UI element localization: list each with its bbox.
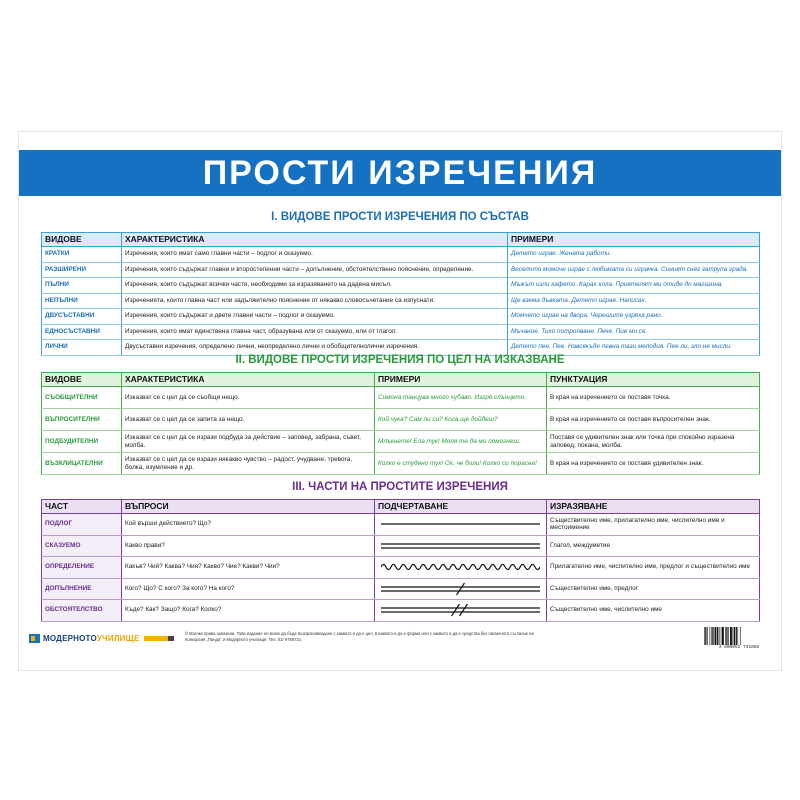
- expression-cell: Съществително име, предлог: [547, 578, 760, 600]
- underline-cell: [375, 557, 547, 579]
- single-underline-icon: [381, 516, 540, 532]
- table-row: [42, 309, 760, 325]
- logo-icon: [29, 634, 40, 643]
- barcode-bar: [707, 627, 708, 645]
- punctuation-cell: В края на изречението се поставя въпросителен знак.: [547, 409, 760, 431]
- table-row: [42, 453, 760, 475]
- barcode-bar: [728, 627, 729, 645]
- part-cell: ПОДЛОГ: [42, 514, 122, 536]
- table-row: [42, 278, 760, 294]
- barcode-bar: [721, 627, 722, 645]
- example-cell: Кой чука? Сам ли си? Кога ще дойдеш?: [375, 409, 547, 431]
- table-row: [42, 578, 760, 600]
- punctuation-cell: В края на изречението се поставя удивителен знак.: [547, 453, 760, 475]
- section2-title: II. ВИДОВЕ ПРОСТИ ИЗРЕЧЕНИЯ ПО ЦЕЛ НА ИЗКАЗВАНЕ: [235, 354, 565, 366]
- barcode-bar: [725, 627, 726, 645]
- slash-underline-icon: [381, 581, 540, 597]
- expression-cell: Съществително име, прилагателно име, числително име и местоимение: [547, 514, 760, 536]
- table-row: [42, 600, 760, 622]
- table-row: [42, 324, 760, 340]
- example-cell: Веселото момиче играе с любимата си играчка. Синият сняг затрупа града.: [508, 262, 760, 278]
- double-underline-icon: [381, 538, 540, 554]
- description-cell: Изречения, които имат единствена главна част, образувана или от сказуемо, или от глагол.: [122, 324, 508, 340]
- questions-cell: Какво прави?: [122, 535, 375, 557]
- type-cell: ЕДНОСЪСТАВНИ: [42, 324, 122, 340]
- underline-cell: [375, 535, 547, 557]
- type-cell: ПЪЛНИ: [42, 278, 122, 294]
- expression-cell: Съществително име, числително име: [547, 600, 760, 622]
- table-row: [42, 293, 760, 309]
- punctuation-cell: Поставя се удивителен знак или точка при спокойно изразена заповед, покана, молба.: [547, 431, 760, 453]
- description-cell: Изречения, които съдържат главни и второстепенни части – допълнение, обстоятелствено пояснение, определение.: [122, 262, 508, 278]
- expression-cell: Прилагателно име, числително име, предлог и съществително име: [547, 557, 760, 579]
- description-cell: Изказват се с цел да се изрази подбуда за действие – заповед, забрана, съвет, молба.: [122, 431, 375, 453]
- example-cell: Мъжът изпи кафето. Карах кола. Приятелят ми отиде до магазина.: [508, 278, 760, 294]
- table-row: [42, 431, 760, 453]
- barcode-bar: [722, 627, 724, 645]
- type-cell: КРАТКИ: [42, 247, 122, 263]
- barcode-bar: [736, 627, 737, 645]
- barcode-bar: [715, 627, 717, 645]
- header-examples: ПРИМЕРИ: [375, 373, 547, 387]
- example-cell: Млъкнете! Ела тук! Моля те да ми помогнеш.: [375, 431, 547, 453]
- example-cell: Мъчание. Тихо потропване. Пече. Пие ми се.: [508, 324, 760, 340]
- barcode-bar: [705, 627, 706, 645]
- table-row: [42, 557, 760, 579]
- type-cell: ПОДБУДИТЕЛНИ: [42, 431, 122, 453]
- example-cell: Момчето играе на двора. Черешите узряха рано.: [508, 309, 760, 325]
- header-types: ВИДОВЕ: [42, 373, 122, 387]
- barcode-bar: [711, 627, 712, 645]
- description-cell: Изказват се с цел да се изрази някакво чувство – радост, учудване, тревога, болка, изумление и др.: [122, 453, 375, 475]
- purpose-table: [41, 372, 760, 475]
- barcode-bar: [730, 627, 732, 645]
- table-header-row: [42, 373, 760, 387]
- type-cell: ДВУСЪСТАВНИ: [42, 309, 122, 325]
- table-header-row: [42, 233, 760, 247]
- expression-cell: Глагол, междуметие: [547, 535, 760, 557]
- header-examples: ПРИМЕРИ: [508, 233, 760, 247]
- underline-cell: [375, 514, 547, 536]
- table-row: [42, 409, 760, 431]
- barcode-bar: [737, 627, 738, 645]
- underline-cell: [375, 578, 547, 600]
- part-cell: ОПРЕДЕЛЕНИЕ: [42, 557, 122, 579]
- barcode: [703, 627, 775, 651]
- type-cell: РАЗШИРЕНИ: [42, 262, 122, 278]
- type-cell: НЕПЪЛНИ: [42, 293, 122, 309]
- header-punctuation: ПУНКТУАЦИЯ: [547, 373, 760, 387]
- example-cell: Колко е студено тук! Ох, че боли! Колко си порасна!: [375, 453, 547, 475]
- pencil-icon: [144, 636, 174, 641]
- section3-title: III. ЧАСТИ НА ПРОСТИТЕ ИЗРЕЧЕНИЯ: [292, 481, 508, 493]
- barcode-bar: [726, 627, 727, 645]
- barcode-bar: [704, 627, 705, 645]
- barcode-bar: [734, 627, 735, 645]
- header-part: ЧАСТ: [42, 500, 122, 514]
- underline-cell: [375, 600, 547, 622]
- questions-cell: Кого? Що? С кого? За кого? На кого?: [122, 578, 375, 600]
- part-cell: СКАЗУЕМО: [42, 535, 122, 557]
- example-cell: Детето пее. Пее. Навсякъде певна тази мелодия. Пее ли, зло не мисли.: [508, 340, 760, 356]
- description-cell: Двусъставни изречения, определено лични, неопределено лични и обобщителнолични изречения.: [122, 340, 508, 356]
- description-cell: Изреченията, които главна част или задължително пояснение от някакво словосъчетание са изпуснати.: [122, 293, 508, 309]
- questions-cell: Къде? Как? Защо? Кога? Колко?: [122, 600, 375, 622]
- header-characteristic: ХАРАКТЕРИСТИКА: [122, 233, 508, 247]
- section1-title: I. ВИДОВЕ ПРОСТИ ИЗРЕЧЕНИЯ ПО СЪСТАВ: [271, 211, 529, 223]
- part-cell: ДОПЪЛНЕНИЕ: [42, 578, 122, 600]
- composition-table: [41, 232, 760, 356]
- description-cell: Изказват се с цел да се съобщи нещо.: [122, 387, 375, 409]
- barcode-bar: [717, 627, 718, 645]
- wavy-underline-icon: [381, 559, 540, 575]
- table-row: [42, 514, 760, 536]
- example-cell: Ще взема дъвката. Детето играе. Написах.: [508, 293, 760, 309]
- example-cell: Симона танцува много хубаво. Изгря слънцето.: [375, 387, 547, 409]
- barcode-number: 3 800052 731085: [718, 645, 760, 650]
- questions-cell: Какъв? Чий? Каква? Чия? Какво? Чие? Какви? Чии?: [122, 557, 375, 579]
- questions-cell: Кой върши действието? Що?: [122, 514, 375, 536]
- poster: [19, 132, 781, 670]
- table-row: [42, 340, 760, 356]
- table-header-row: [42, 500, 760, 514]
- header-questions: ВЪПРОСИ: [122, 500, 375, 514]
- logo-text: МОДЕРНОТОУЧИЛИЩЕ: [43, 633, 140, 643]
- parts-table: [41, 499, 760, 622]
- copyright-notice: © Всички права запазени. Това издание не може да бъде възпроизвеждано с каквато и да е цел, в каквато и да е форма или с каквито и да е средства без писменото съгласие на Конкорсия „Панда“ и Модерното училище. Тел. 02/ 9766721: [185, 631, 534, 642]
- type-cell: СЪОБЩИТЕЛНИ: [42, 387, 122, 409]
- example-cell: Детето играе. Жената работи.: [508, 247, 760, 263]
- type-cell: ВЪПРОСИТЕЛНИ: [42, 409, 122, 431]
- table-row: [42, 535, 760, 557]
- barcode-bar: [719, 627, 720, 645]
- part-cell: ОБСТОЯТЕЛСТВО: [42, 600, 122, 622]
- barcode-bar: [713, 627, 714, 645]
- barcode-icon: [703, 627, 775, 645]
- description-cell: Изречения, които съдържат всички части, необходими за изразяването на дадена мисъл.: [122, 278, 508, 294]
- barcode-bar: [710, 627, 711, 645]
- barcode-bar: [740, 627, 741, 645]
- header-types: ВИДОВЕ: [42, 233, 122, 247]
- description-cell: Изказват се с цел да се запита за нещо.: [122, 409, 375, 431]
- barcode-bar: [733, 627, 734, 645]
- publisher-logo: [29, 632, 174, 644]
- table-row: [42, 262, 760, 278]
- double-slash-underline-icon: [381, 602, 540, 618]
- header-characteristic: ХАРАКТЕРИСТИКА: [122, 373, 375, 387]
- type-cell: ВЪЗКЛИЦАТЕЛНИ: [42, 453, 122, 475]
- table-row: [42, 247, 760, 263]
- description-cell: Изречения, които имат само главни части – подлог и сказуемо.: [122, 247, 508, 263]
- type-cell: ЛИЧНИ: [42, 340, 122, 356]
- description-cell: Изречения, които съдържат и двете главни части – подлог и сказуемо.: [122, 309, 508, 325]
- header-expression: ИЗРАЗЯВАНЕ: [547, 500, 760, 514]
- header-underline: ПОДЧЕРТАВАНЕ: [375, 500, 547, 514]
- page-title: ПРОСТИ ИЗРЕЧЕНИЯ: [19, 150, 781, 196]
- punctuation-cell: В края на изречението се поставя точка.: [547, 387, 760, 409]
- table-row: [42, 387, 760, 409]
